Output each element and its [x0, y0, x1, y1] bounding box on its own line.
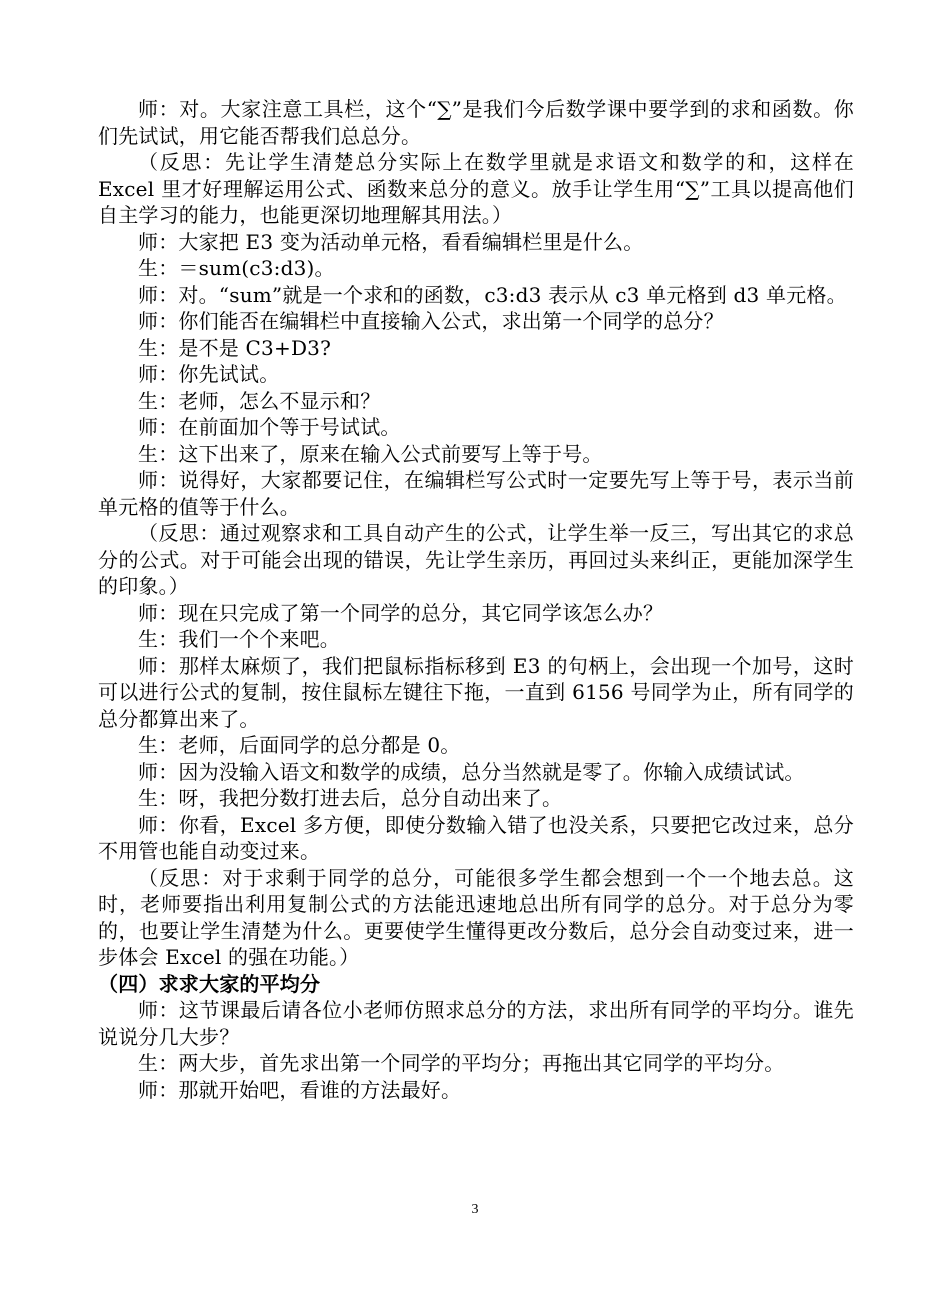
paragraph: 师：那样太麻烦了，我们把鼠标指标移到 E3 的句柄上，会出现一个加号，这时可以进行公式的复制，按住鼠标左键往下拖，一直到 6156 号同学为止，所有同学的总分都算出来了。 — [98, 653, 854, 731]
document-body — [98, 96, 854, 1103]
paragraph: 师：那就开始吧，看谁的方法最好。 — [138, 1077, 462, 1102]
paragraph: 生：呀，我把分数打进去后，总分自动出来了。 — [138, 786, 563, 810]
paragraph: 师：说得好，大家都要记住，在编辑栏写公式时一定要先写上等于号，表示当前单元格的值等于什么。 — [98, 468, 854, 519]
page-number: 3 — [471, 1202, 479, 1217]
section-heading: （四）求求大家的平均分 — [98, 971, 321, 996]
paragraph: 师：你先试试。 — [138, 362, 280, 386]
paragraph: 师：你看，Excel 多方便，即使分数输入错了也没关系，只要把它改过来，总分不用管也能自动变过来。 — [98, 812, 854, 863]
paragraph: 生：＝sum(c3:d3)。 — [138, 256, 335, 280]
paragraph: 师：在前面加个等于号试试。 — [138, 415, 401, 439]
paragraph: 师：因为没输入语文和数学的成绩，总分当然就是零了。你输入成绩试试。 — [138, 759, 805, 784]
paragraph: 师：现在只完成了第一个同学的总分，其它同学该怎么办？ — [138, 600, 664, 625]
paragraph: 师：大家把 E3 变为活动单元格，看看编辑栏里是什么。 — [138, 229, 644, 254]
paragraph: 生：这下出来了，原来在输入公式前要写上等于号。 — [138, 441, 603, 466]
reflection-paragraph: （反思：通过观察求和工具自动产生的公式，让学生举一反三，写出其它的求总分的公式。对于可能会出现的错误，先让学生亲历，再回过头来纠正，更能加深学生的印象。） — [98, 521, 854, 598]
paragraph: 师：这节课最后请各位小老师仿照求总分的方法，求出所有同学的平均分。谁先说说分几大步？ — [98, 998, 854, 1049]
paragraph: 生：我们一个个来吧。 — [138, 627, 340, 651]
reflection-paragraph: （反思：先让学生清楚总分实际上在数学里就是求语文和数学的和，这样在 Excel 里才好理解运用公式、函数来总分的意义。放手让学生用“∑”工具以提高他们自主学习的能力，也能更深切地理解其用法。） — [98, 150, 854, 227]
paragraph: 生：是不是 C3+D3? — [138, 335, 332, 360]
paragraph: 师：对。“sum”就是一个求和的函数，c3:d3 表示从 c3 单元格到 d3 单元格。 — [138, 282, 847, 307]
paragraph: 生：老师，怎么不显示和？ — [138, 388, 381, 413]
paragraph: 生：两大步，首先求出第一个同学的平均分；再拖出其它同学的平均分。 — [138, 1051, 785, 1075]
reflection-paragraph: （反思：对于求剩于同学的总分，可能很多学生都会想到一个一个地去总。这时，老师要指出利用复制公式的方法能迅速地总出所有同学的总分。对于总分为零的，也要让学生清楚为什么。更要使学生懂得更改分数后，总分会自动变过来，进一步体会 Excel 的强在功能。） — [98, 865, 854, 969]
paragraph: 师：你们能否在编辑栏中直接输入公式，求出第一个同学的总分？ — [138, 309, 724, 333]
paragraph: 生：老师，后面同学的总分都是 0。 — [138, 733, 461, 757]
paragraph: 师：对。大家注意工具栏，这个“∑”是我们今后数学课中要学到的求和函数。你们先试试，用它能否帮我们总总分。 — [98, 97, 854, 148]
